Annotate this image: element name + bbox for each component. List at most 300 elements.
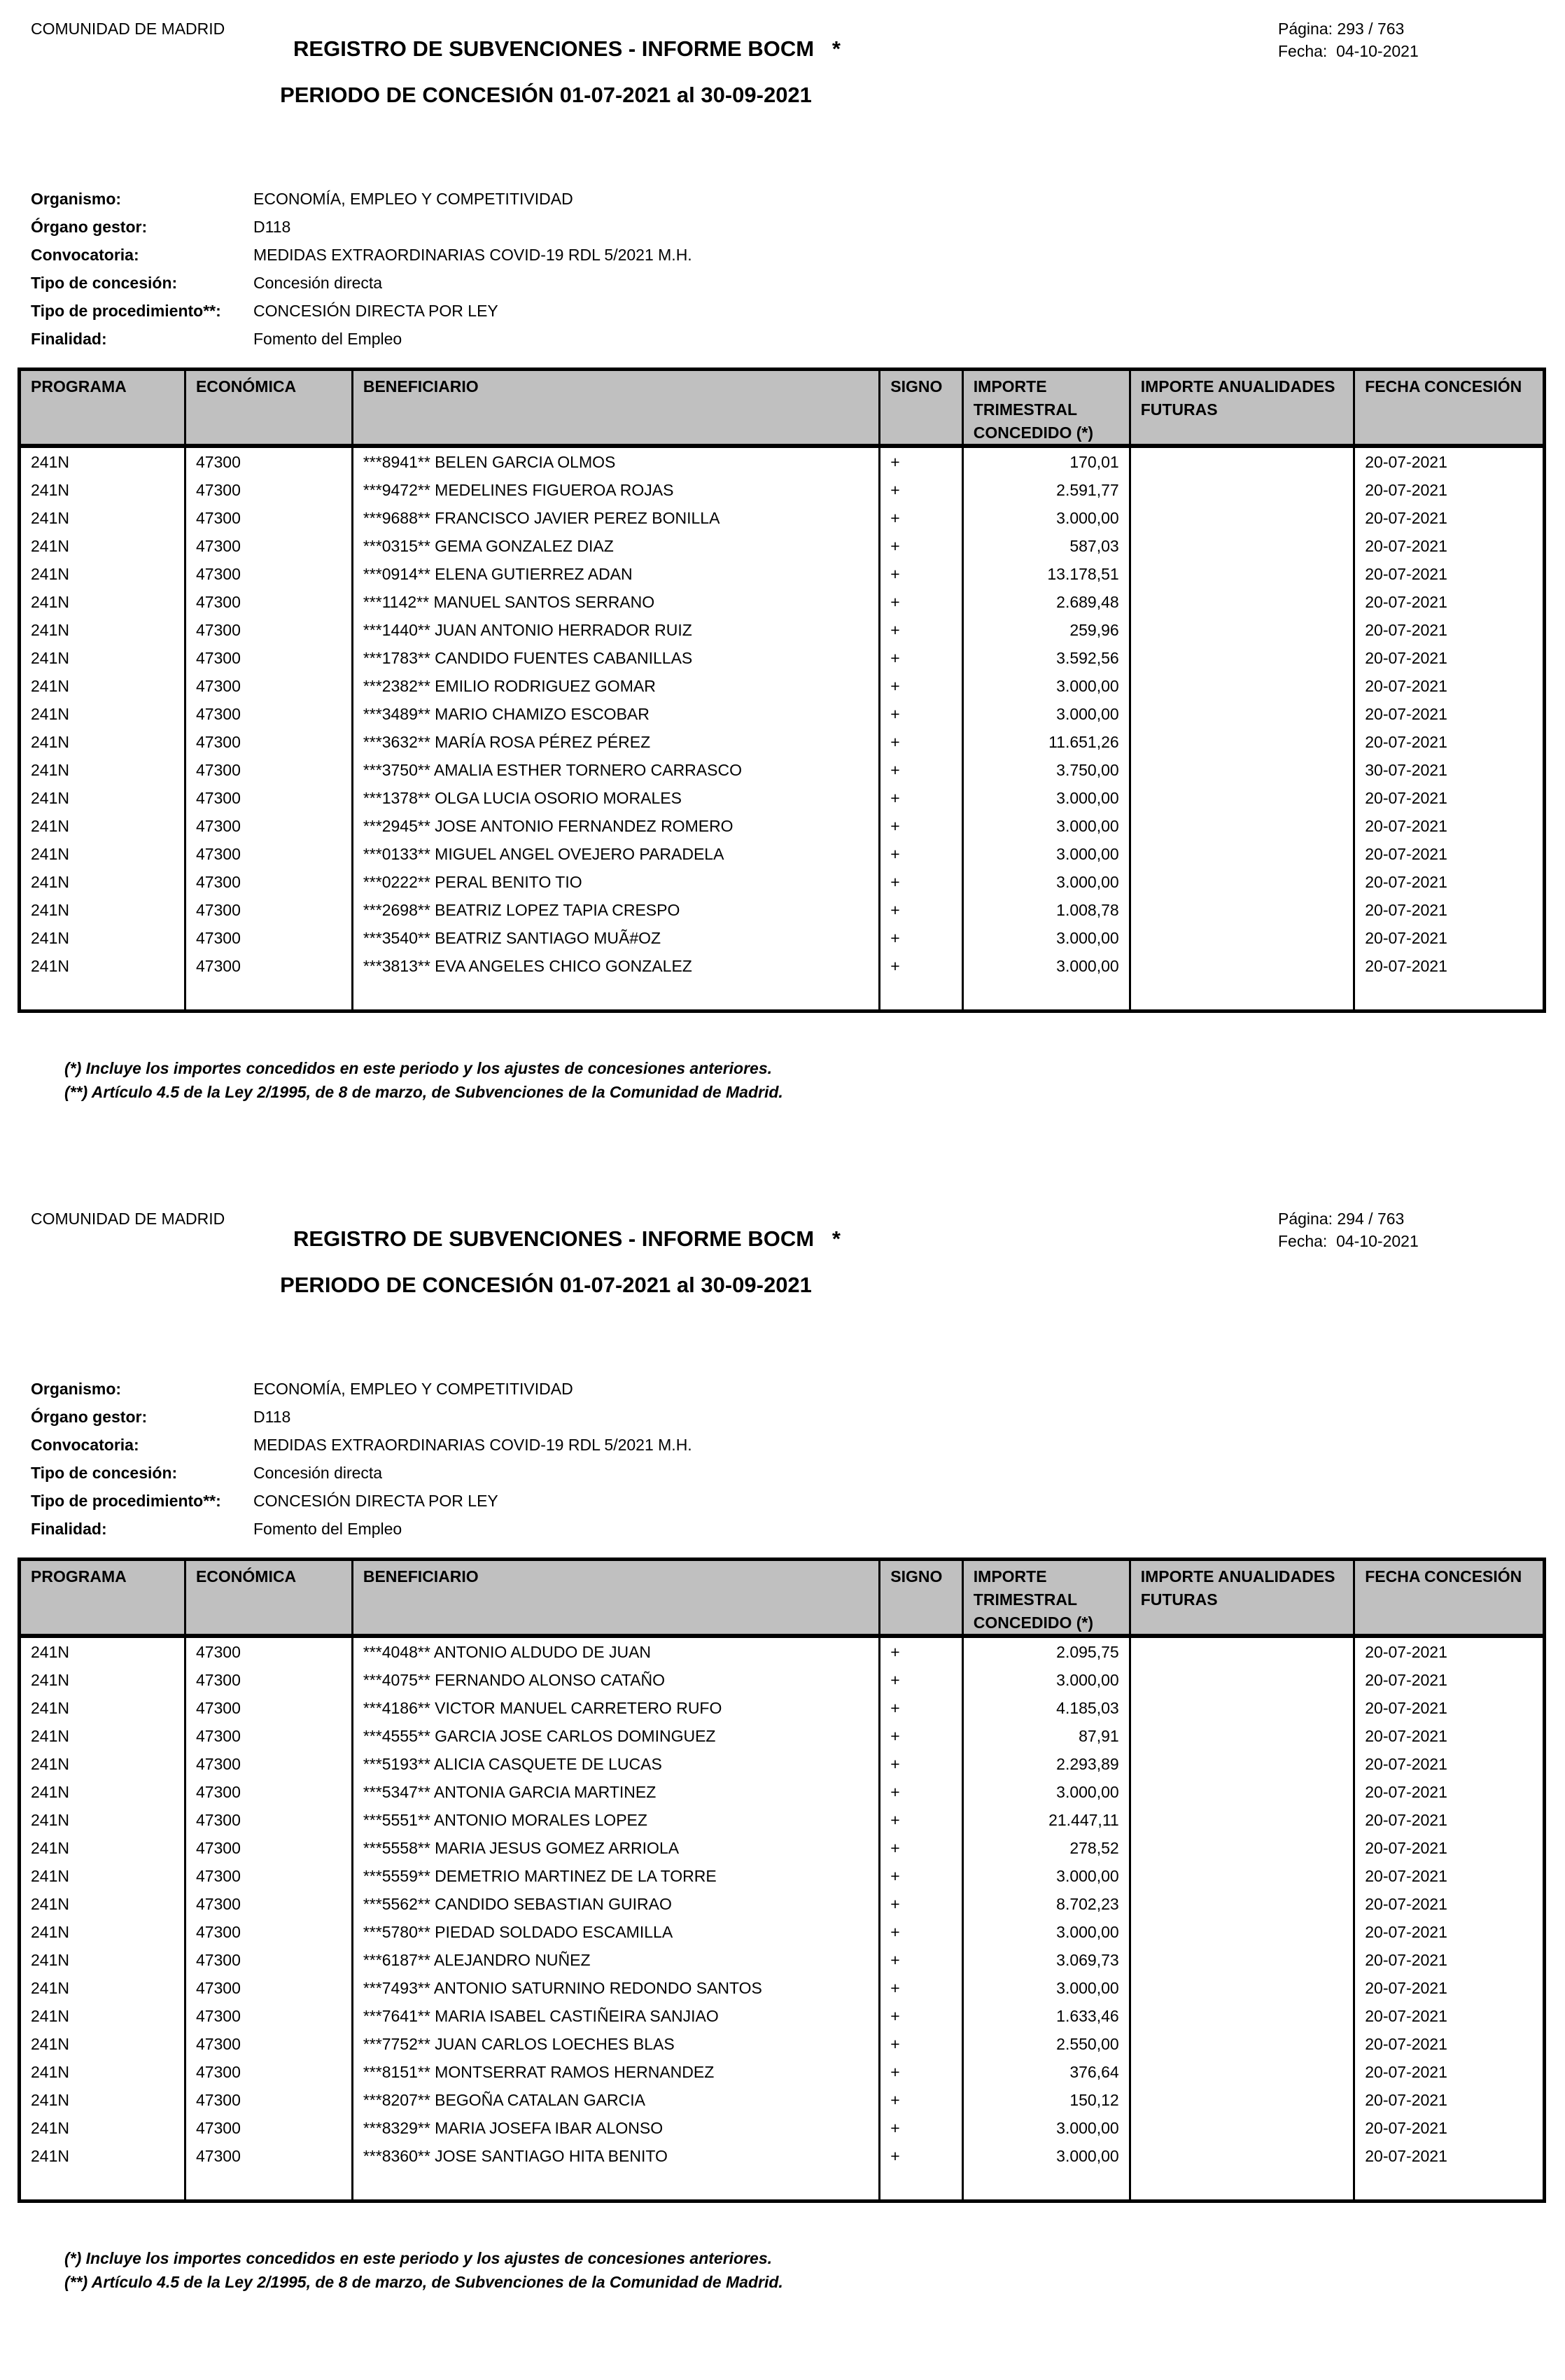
cell-signo: + xyxy=(880,532,964,560)
table-row xyxy=(21,1722,1543,1750)
table-row xyxy=(21,868,1543,896)
cell-economica: 47300 xyxy=(186,2142,353,2170)
table-row xyxy=(21,2086,1543,2114)
metadata-value: Concesión directa xyxy=(253,1463,383,1482)
cell-programa: 241N xyxy=(21,2114,186,2142)
cell-programa: 241N xyxy=(21,756,186,784)
cell-importe-anualidades xyxy=(1131,1778,1356,1806)
cell-signo: + xyxy=(880,1750,964,1778)
cell-programa: 241N xyxy=(21,2058,186,2086)
cell-programa: 241N xyxy=(21,644,186,672)
cell-importe-trimestral: 3.000,00 xyxy=(964,1778,1131,1806)
cell-signo: + xyxy=(880,616,964,644)
cell-importe-anualidades xyxy=(1131,1834,1356,1862)
column-header-importe-anualidades: IMPORTE ANUALIDADES FUTURAS xyxy=(1131,371,1356,444)
cell-beneficiario: ***0222** PERAL BENITO TIO xyxy=(353,868,880,896)
cell-importe-trimestral: 3.000,00 xyxy=(964,840,1131,868)
cell-economica: 47300 xyxy=(186,1638,353,1666)
cell-economica: 47300 xyxy=(186,1974,353,2002)
table-row xyxy=(21,700,1543,728)
table-row xyxy=(21,504,1543,532)
report-title: REGISTRO DE SUBVENCIONES - INFORME BOCM * xyxy=(293,36,841,61)
cell-beneficiario: ***1142** MANUEL SANTOS SERRANO xyxy=(353,588,880,616)
cell-importe-anualidades xyxy=(1131,476,1356,504)
cell-economica: 47300 xyxy=(186,728,353,756)
cell-importe-anualidades xyxy=(1131,700,1356,728)
cell-beneficiario: ***2698** BEATRIZ LOPEZ TAPIA CRESPO xyxy=(353,896,880,924)
column-header-signo: SIGNO xyxy=(880,1561,964,1634)
metadata-label: Convocatoria: xyxy=(31,245,139,264)
cell-importe-trimestral: 3.000,00 xyxy=(964,868,1131,896)
cell-economica: 47300 xyxy=(186,1694,353,1722)
cell-beneficiario: ***5559** DEMETRIO MARTINEZ DE LA TORRE xyxy=(353,1862,880,1890)
table-row xyxy=(21,1862,1543,1890)
cell-importe-anualidades xyxy=(1131,1806,1356,1834)
cell-programa: 241N xyxy=(21,924,186,952)
cell-importe-trimestral: 87,91 xyxy=(964,1722,1131,1750)
empty-cell xyxy=(21,2170,186,2199)
cell-importe-trimestral: 3.000,00 xyxy=(964,672,1131,700)
cell-importe-trimestral: 3.000,00 xyxy=(964,1918,1131,1946)
cell-economica: 47300 xyxy=(186,1834,353,1862)
cell-economica: 47300 xyxy=(186,756,353,784)
cell-importe-trimestral: 2.550,00 xyxy=(964,2030,1131,2058)
cell-signo: + xyxy=(880,840,964,868)
cell-importe-anualidades xyxy=(1131,1946,1356,1974)
cell-programa: 241N xyxy=(21,616,186,644)
cell-programa: 241N xyxy=(21,560,186,588)
cell-fecha-concesion: 20-07-2021 xyxy=(1365,564,1447,583)
column-header-signo: SIGNO xyxy=(880,371,964,444)
table-row xyxy=(21,924,1543,952)
cell-signo: + xyxy=(880,700,964,728)
cell-fecha-concesion: 20-07-2021 xyxy=(1365,1782,1447,1801)
cell-beneficiario: ***8360** JOSE SANTIAGO HITA BENITO xyxy=(353,2142,880,2170)
table-row xyxy=(21,812,1543,840)
metadata-row xyxy=(31,1403,692,1431)
cell-signo: + xyxy=(880,812,964,840)
cell-importe-trimestral: 8.702,23 xyxy=(964,1890,1131,1918)
cell-programa: 241N xyxy=(21,1834,186,1862)
cell-importe-anualidades xyxy=(1131,504,1356,532)
cell-fecha-concesion: 20-07-2021 xyxy=(1365,1642,1447,1661)
table-row xyxy=(21,840,1543,868)
cell-economica: 47300 xyxy=(186,1890,353,1918)
cell-signo: + xyxy=(880,1778,964,1806)
cell-economica: 47300 xyxy=(186,2058,353,2086)
metadata-row xyxy=(31,1515,692,1543)
cell-beneficiario: ***1378** OLGA LUCIA OSORIO MORALES xyxy=(353,784,880,812)
cell-programa: 241N xyxy=(21,1666,186,1694)
cell-fecha-concesion: 20-07-2021 xyxy=(1365,2062,1447,2081)
cell-importe-trimestral: 3.750,00 xyxy=(964,756,1131,784)
cell-signo: + xyxy=(880,2030,964,2058)
cell-signo: + xyxy=(880,784,964,812)
cell-economica: 47300 xyxy=(186,1946,353,1974)
cell-programa: 241N xyxy=(21,952,186,980)
cell-beneficiario: ***3750** AMALIA ESTHER TORNERO CARRASCO xyxy=(353,756,880,784)
cell-fecha-concesion: 20-07-2021 xyxy=(1365,1670,1447,1689)
cell-importe-anualidades xyxy=(1131,728,1356,756)
cell-economica: 47300 xyxy=(186,532,353,560)
table-row xyxy=(21,476,1543,504)
cell-beneficiario: ***5780** PIEDAD SOLDADO ESCAMILLA xyxy=(353,1918,880,1946)
cell-signo: + xyxy=(880,756,964,784)
cell-signo: + xyxy=(880,728,964,756)
table-row xyxy=(21,1750,1543,1778)
cell-economica: 47300 xyxy=(186,1778,353,1806)
cell-fecha-concesion: 20-07-2021 xyxy=(1365,1754,1447,1773)
footnote: (**) Artículo 4.5 de la Ley 2/1995, de 8 de marzo, de Subvenciones de la Comunidad de Madrid. xyxy=(64,1083,783,1101)
table-row xyxy=(21,532,1543,560)
cell-signo: + xyxy=(880,1834,964,1862)
cell-fecha-concesion: 20-07-2021 xyxy=(1365,676,1447,695)
report-date: Fecha: 04-10-2021 xyxy=(1278,42,1419,60)
cell-programa: 241N xyxy=(21,812,186,840)
table-row xyxy=(21,952,1543,980)
cell-programa: 241N xyxy=(21,700,186,728)
cell-importe-trimestral: 2.095,75 xyxy=(964,1638,1131,1666)
metadata-label: Organismo: xyxy=(31,189,122,208)
cell-signo: + xyxy=(880,2058,964,2086)
cell-programa: 241N xyxy=(21,1694,186,1722)
cell-signo: + xyxy=(880,1946,964,1974)
cell-signo: + xyxy=(880,1722,964,1750)
cell-fecha-concesion: 20-07-2021 xyxy=(1365,816,1447,835)
cell-programa: 241N xyxy=(21,1806,186,1834)
cell-beneficiario: ***9472** MEDELINES FIGUEROA ROJAS xyxy=(353,476,880,504)
page-number: Página: 293 / 763 xyxy=(1278,20,1405,38)
cell-beneficiario: ***7752** JUAN CARLOS LOECHES BLAS xyxy=(353,2030,880,2058)
empty-cell xyxy=(186,980,353,1009)
cell-fecha-concesion: 20-07-2021 xyxy=(1365,1978,1447,1997)
cell-importe-trimestral: 3.000,00 xyxy=(964,1666,1131,1694)
metadata-value: ECONOMÍA, EMPLEO Y COMPETITIVIDAD xyxy=(253,189,573,208)
report-metadata xyxy=(31,185,692,353)
metadata-row xyxy=(31,1487,692,1515)
cell-beneficiario: ***2382** EMILIO RODRIGUEZ GOMAR xyxy=(353,672,880,700)
metadata-row xyxy=(31,1431,692,1459)
cell-importe-anualidades xyxy=(1131,2142,1356,2170)
table-row xyxy=(21,1638,1543,1666)
cell-programa: 241N xyxy=(21,504,186,532)
cell-programa: 241N xyxy=(21,672,186,700)
table-header xyxy=(21,371,1543,448)
metadata-row xyxy=(31,241,692,269)
cell-importe-trimestral: 4.185,03 xyxy=(964,1694,1131,1722)
table-row xyxy=(21,1890,1543,1918)
table-row xyxy=(21,1778,1543,1806)
table-row xyxy=(21,1946,1543,1974)
table-row xyxy=(21,1834,1543,1862)
metadata-value: MEDIDAS EXTRAORDINARIAS COVID-19 RDL 5/2021 M.H. xyxy=(253,245,692,264)
cell-economica: 47300 xyxy=(186,840,353,868)
cell-importe-anualidades xyxy=(1131,1862,1356,1890)
cell-importe-anualidades xyxy=(1131,644,1356,672)
cell-economica: 47300 xyxy=(186,2086,353,2114)
cell-beneficiario: ***7493** ANTONIO SATURNINO REDONDO SANTOS xyxy=(353,1974,880,2002)
cell-fecha-concesion: 20-07-2021 xyxy=(1365,508,1447,527)
cell-economica: 47300 xyxy=(186,784,353,812)
column-header-programa: PROGRAMA xyxy=(21,1561,186,1634)
empty-cell xyxy=(880,2170,964,2199)
cell-signo: + xyxy=(880,1694,964,1722)
cell-importe-trimestral: 150,12 xyxy=(964,2086,1131,2114)
metadata-row xyxy=(31,1375,692,1403)
table-row xyxy=(21,588,1543,616)
report-title: REGISTRO DE SUBVENCIONES - INFORME BOCM * xyxy=(293,1226,841,1251)
cell-importe-anualidades xyxy=(1131,868,1356,896)
cell-fecha-concesion: 20-07-2021 xyxy=(1365,2146,1447,2165)
cell-importe-trimestral: 11.651,26 xyxy=(964,728,1131,756)
metadata-row xyxy=(31,297,692,325)
cell-economica: 47300 xyxy=(186,700,353,728)
metadata-row xyxy=(31,213,692,241)
footnotes xyxy=(64,2246,783,2294)
cell-beneficiario: ***2945** JOSE ANTONIO FERNANDEZ ROMERO xyxy=(353,812,880,840)
cell-economica: 47300 xyxy=(186,644,353,672)
cell-fecha-concesion: 20-07-2021 xyxy=(1365,1950,1447,1969)
cell-programa: 241N xyxy=(21,2002,186,2030)
cell-beneficiario: ***4186** VICTOR MANUEL CARRETERO RUFO xyxy=(353,1694,880,1722)
cell-beneficiario: ***8207** BEGOÑA CATALAN GARCIA xyxy=(353,2086,880,2114)
cell-signo: + xyxy=(880,896,964,924)
cell-importe-trimestral: 3.000,00 xyxy=(964,784,1131,812)
cell-signo: + xyxy=(880,1806,964,1834)
table-row xyxy=(21,728,1543,756)
table-row xyxy=(21,2002,1543,2030)
cell-importe-anualidades xyxy=(1131,812,1356,840)
cell-fecha-concesion: 20-07-2021 xyxy=(1365,648,1447,667)
cell-importe-trimestral: 3.000,00 xyxy=(964,2114,1131,2142)
table-header xyxy=(21,1561,1543,1638)
cell-signo: + xyxy=(880,868,964,896)
cell-fecha-concesion: 20-07-2021 xyxy=(1365,788,1447,807)
cell-beneficiario: ***8941** BELEN GARCIA OLMOS xyxy=(353,448,880,476)
cell-importe-trimestral: 3.000,00 xyxy=(964,812,1131,840)
cell-signo: + xyxy=(880,1918,964,1946)
column-header-beneficiario: BENEFICIARIO xyxy=(353,371,880,444)
metadata-value: D118 xyxy=(253,1407,291,1426)
column-header-fecha-concesion: FECHA CONCESIÓN xyxy=(1365,1567,1522,1586)
cell-fecha-concesion: 20-07-2021 xyxy=(1365,956,1447,975)
cell-importe-anualidades xyxy=(1131,1638,1356,1666)
footnote: (*) Incluye los importes concedidos en este periodo y los ajustes de concesiones anteriores. xyxy=(64,2249,773,2267)
cell-importe-anualidades xyxy=(1131,840,1356,868)
cell-fecha-concesion: 20-07-2021 xyxy=(1365,1810,1447,1829)
footnotes xyxy=(64,1056,783,1104)
cell-economica: 47300 xyxy=(186,672,353,700)
cell-importe-anualidades xyxy=(1131,1722,1356,1750)
metadata-value: D118 xyxy=(253,217,291,236)
column-header-importe-trimestral: IMPORTE TRIMESTRAL CONCEDIDO (*) xyxy=(964,1561,1131,1634)
cell-importe-trimestral: 3.000,00 xyxy=(964,2142,1131,2170)
cell-signo: + xyxy=(880,504,964,532)
table-row xyxy=(21,896,1543,924)
cell-beneficiario: ***0133** MIGUEL ANGEL OVEJERO PARADELA xyxy=(353,840,880,868)
grants-table xyxy=(17,368,1546,1013)
cell-importe-anualidades xyxy=(1131,672,1356,700)
cell-importe-trimestral: 2.293,89 xyxy=(964,1750,1131,1778)
cell-programa: 241N xyxy=(21,2086,186,2114)
table-row xyxy=(21,784,1543,812)
cell-importe-anualidades xyxy=(1131,588,1356,616)
cell-fecha-concesion: 20-07-2021 xyxy=(1365,844,1447,863)
cell-signo: + xyxy=(880,952,964,980)
report-period: PERIODO DE CONCESIÓN 01-07-2021 al 30-09-2021 xyxy=(280,83,812,107)
metadata-label: Convocatoria: xyxy=(31,1435,139,1454)
table-row xyxy=(21,2030,1543,2058)
cell-beneficiario: ***3489** MARIO CHAMIZO ESCOBAR xyxy=(353,700,880,728)
cell-signo: + xyxy=(880,1862,964,1890)
empty-cell xyxy=(353,2170,880,2199)
metadata-value: MEDIDAS EXTRAORDINARIAS COVID-19 RDL 5/2021 M.H. xyxy=(253,1435,692,1454)
cell-programa: 241N xyxy=(21,1862,186,1890)
cell-programa: 241N xyxy=(21,2142,186,2170)
cell-importe-anualidades xyxy=(1131,2114,1356,2142)
cell-fecha-concesion: 20-07-2021 xyxy=(1365,1894,1447,1913)
cell-economica: 47300 xyxy=(186,952,353,980)
cell-economica: 47300 xyxy=(186,1722,353,1750)
cell-fecha-concesion: 20-07-2021 xyxy=(1365,704,1447,723)
empty-cell xyxy=(1131,980,1356,1009)
cell-beneficiario: ***3813** EVA ANGELES CHICO GONZALEZ xyxy=(353,952,880,980)
cell-programa: 241N xyxy=(21,1638,186,1666)
cell-importe-trimestral: 376,64 xyxy=(964,2058,1131,2086)
cell-beneficiario: ***5558** MARIA JESUS GOMEZ ARRIOLA xyxy=(353,1834,880,1862)
metadata-row xyxy=(31,325,692,353)
cell-economica: 47300 xyxy=(186,1918,353,1946)
metadata-label: Tipo de concesión: xyxy=(31,273,178,292)
cell-fecha-concesion: 20-07-2021 xyxy=(1365,592,1447,611)
empty-cell xyxy=(186,2170,353,2199)
cell-importe-anualidades xyxy=(1131,448,1356,476)
cell-programa: 241N xyxy=(21,840,186,868)
table-body xyxy=(21,1638,1543,2199)
cell-fecha-concesion: 20-07-2021 xyxy=(1365,1726,1447,1745)
cell-programa: 241N xyxy=(21,532,186,560)
cell-fecha-concesion: 20-07-2021 xyxy=(1365,2118,1447,2137)
report-metadata xyxy=(31,1375,692,1543)
cell-programa: 241N xyxy=(21,1946,186,1974)
report-date: Fecha: 04-10-2021 xyxy=(1278,1232,1419,1250)
cell-signo: + xyxy=(880,448,964,476)
table-row xyxy=(21,644,1543,672)
column-header-beneficiario: BENEFICIARIO xyxy=(353,1561,880,1634)
cell-economica: 47300 xyxy=(186,1666,353,1694)
cell-importe-trimestral: 3.000,00 xyxy=(964,952,1131,980)
cell-programa: 241N xyxy=(21,2030,186,2058)
table-filler-row xyxy=(21,2170,1543,2199)
cell-beneficiario: ***3632** MARÍA ROSA PÉREZ PÉREZ xyxy=(353,728,880,756)
cell-importe-trimestral: 587,03 xyxy=(964,532,1131,560)
cell-programa: 241N xyxy=(21,896,186,924)
cell-beneficiario: ***5347** ANTONIA GARCIA MARTINEZ xyxy=(353,1778,880,1806)
cell-fecha-concesion: 20-07-2021 xyxy=(1365,620,1447,639)
cell-fecha-concesion: 20-07-2021 xyxy=(1365,2006,1447,2025)
cell-importe-trimestral: 3.000,00 xyxy=(964,924,1131,952)
cell-fecha-concesion: 20-07-2021 xyxy=(1365,2034,1447,2053)
cell-importe-anualidades xyxy=(1131,1918,1356,1946)
metadata-value: CONCESIÓN DIRECTA POR LEY xyxy=(253,301,498,320)
cell-beneficiario: ***5551** ANTONIO MORALES LOPEZ xyxy=(353,1806,880,1834)
column-header-fecha-concesion: FECHA CONCESIÓN xyxy=(1365,377,1522,396)
cell-signo: + xyxy=(880,1666,964,1694)
empty-cell xyxy=(880,980,964,1009)
cell-economica: 47300 xyxy=(186,476,353,504)
cell-economica: 47300 xyxy=(186,588,353,616)
cell-importe-anualidades xyxy=(1131,896,1356,924)
table-row xyxy=(21,560,1543,588)
cell-programa: 241N xyxy=(21,476,186,504)
table-row xyxy=(21,1694,1543,1722)
report-period: PERIODO DE CONCESIÓN 01-07-2021 al 30-09-2021 xyxy=(280,1273,812,1297)
table-row xyxy=(21,2114,1543,2142)
metadata-label: Tipo de procedimiento**: xyxy=(31,1491,221,1510)
table-filler-row xyxy=(21,980,1543,1009)
cell-fecha-concesion: 20-07-2021 xyxy=(1365,732,1447,751)
cell-importe-trimestral: 259,96 xyxy=(964,616,1131,644)
column-header-programa: PROGRAMA xyxy=(21,371,186,444)
column-header-importe-anualidades: IMPORTE ANUALIDADES FUTURAS xyxy=(1131,1561,1356,1634)
cell-importe-anualidades xyxy=(1131,532,1356,560)
cell-importe-anualidades xyxy=(1131,616,1356,644)
cell-economica: 47300 xyxy=(186,812,353,840)
table-row xyxy=(21,1974,1543,2002)
cell-beneficiario: ***1783** CANDIDO FUENTES CABANILLAS xyxy=(353,644,880,672)
cell-economica: 47300 xyxy=(186,616,353,644)
cell-beneficiario: ***8151** MONTSERRAT RAMOS HERNANDEZ xyxy=(353,2058,880,2086)
cell-beneficiario: ***4075** FERNANDO ALONSO CATAÑO xyxy=(353,1666,880,1694)
cell-signo: + xyxy=(880,476,964,504)
cell-importe-trimestral: 1.633,46 xyxy=(964,2002,1131,2030)
cell-programa: 241N xyxy=(21,784,186,812)
cell-economica: 47300 xyxy=(186,868,353,896)
cell-signo: + xyxy=(880,2086,964,2114)
cell-signo: + xyxy=(880,2142,964,2170)
cell-importe-trimestral: 3.000,00 xyxy=(964,504,1131,532)
cell-importe-trimestral: 2.689,48 xyxy=(964,588,1131,616)
cell-economica: 47300 xyxy=(186,448,353,476)
cell-importe-anualidades xyxy=(1131,1666,1356,1694)
cell-importe-anualidades xyxy=(1131,2002,1356,2030)
metadata-row xyxy=(31,1459,692,1487)
cell-fecha-concesion: 20-07-2021 xyxy=(1365,1866,1447,1885)
table-row xyxy=(21,448,1543,476)
empty-cell xyxy=(1355,980,1543,1009)
cell-beneficiario: ***7641** MARIA ISABEL CASTIÑEIRA SANJIAO xyxy=(353,2002,880,2030)
table-row xyxy=(21,2142,1543,2170)
cell-economica: 47300 xyxy=(186,2030,353,2058)
cell-signo: + xyxy=(880,1638,964,1666)
empty-cell xyxy=(1131,2170,1356,2199)
metadata-value: CONCESIÓN DIRECTA POR LEY xyxy=(253,1491,498,1510)
cell-beneficiario: ***6187** ALEJANDRO NUÑEZ xyxy=(353,1946,880,1974)
cell-beneficiario: ***4555** GARCIA JOSE CARLOS DOMINGUEZ xyxy=(353,1722,880,1750)
table-row xyxy=(21,1806,1543,1834)
cell-beneficiario: ***5562** CANDIDO SEBASTIAN GUIRAO xyxy=(353,1890,880,1918)
cell-fecha-concesion: 20-07-2021 xyxy=(1365,2090,1447,2109)
cell-fecha-concesion: 20-07-2021 xyxy=(1365,452,1447,471)
cell-programa: 241N xyxy=(21,1974,186,2002)
cell-importe-trimestral: 3.069,73 xyxy=(964,1946,1131,1974)
cell-programa: 241N xyxy=(21,1918,186,1946)
metadata-value: ECONOMÍA, EMPLEO Y COMPETITIVIDAD xyxy=(253,1379,573,1398)
cell-economica: 47300 xyxy=(186,2002,353,2030)
cell-importe-trimestral: 3.000,00 xyxy=(964,700,1131,728)
cell-importe-trimestral: 170,01 xyxy=(964,448,1131,476)
metadata-value: Fomento del Empleo xyxy=(253,1519,402,1538)
